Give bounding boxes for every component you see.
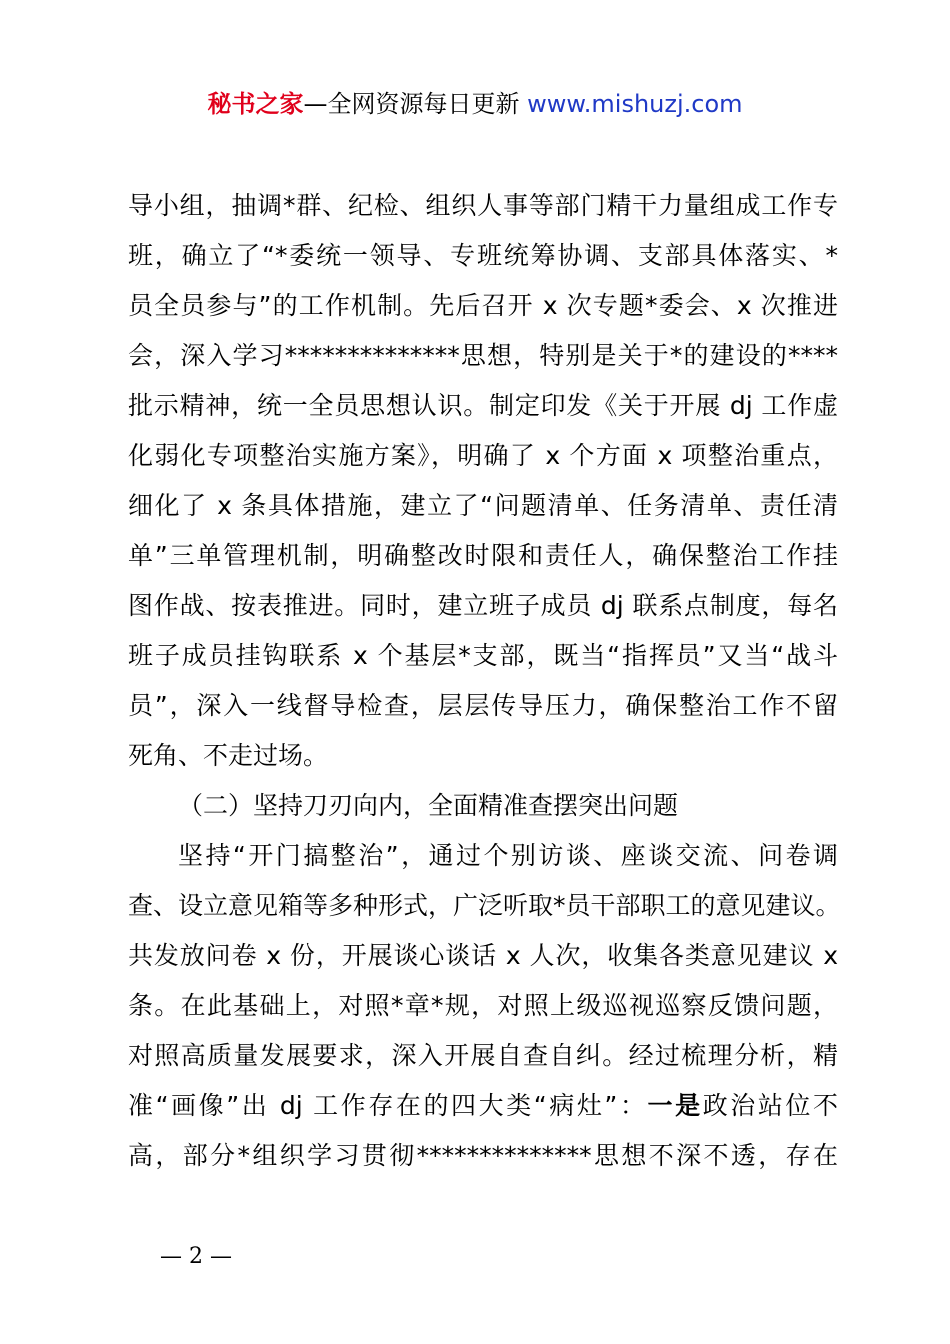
body-line: 对照高质量发展要求，深入开展自查自纠。经过梳理分析，精 xyxy=(128,1041,838,1070)
body-line: 共发放问卷 x 份，开展谈心谈话 x 人次，收集各类意见建议 x xyxy=(128,941,838,970)
section-heading: （二）坚持刀刃向内，全面精准查摆突出问题 xyxy=(178,791,679,820)
body-text-segment: 政治站位不 xyxy=(702,1091,838,1120)
header-url-link[interactable]: www.mishuzj.com xyxy=(527,90,743,118)
body-line: 细化了 x 条具体措施，建立了“问题清单、任务清单、责任清 xyxy=(128,491,838,520)
body-line: 班，确立了“*委统一领导、专班统筹协调、支部具体落实、* xyxy=(128,241,838,270)
body-line: 查、设立意见箱等多种形式，广泛听取*员干部职工的意见建议。 xyxy=(128,891,841,920)
body-line: 员全员参与”的工作机制。先后召开 x 次专题*委会、x 次推进 xyxy=(128,291,838,320)
body-line: 死角、不走过场。 xyxy=(128,741,329,770)
body-line: 导小组，抽调*群、纪检、组织人事等部门精干力量组成工作专 xyxy=(128,191,838,220)
body-line: 班子成员挂钩联系 x 个基层*支部，既当“指挥员”又当“战斗 xyxy=(128,641,838,670)
page-number: — 2 — xyxy=(160,1244,232,1269)
body-line: 批示精神，统一全员思想认识。制定印发《关于开展 dj 工作虚 xyxy=(128,391,838,420)
body-line xyxy=(128,1081,838,1131)
page-header xyxy=(0,88,950,120)
bold-marker: 一是 xyxy=(647,1091,703,1120)
body-line: 条。在此基础上，对照*章*规，对照上级巡视巡察反馈问题， xyxy=(128,991,838,1020)
body-line: 会，深入学习**************思想，特别是关于*的建设的**** xyxy=(128,341,838,370)
document-body xyxy=(128,181,841,1181)
body-line: 单”三单管理机制，明确整改时限和责任人，确保整治工作挂 xyxy=(128,541,838,570)
body-text-segment: 准“画像”出 dj 工作存在的四大类“病灶”： xyxy=(128,1091,648,1120)
body-line: 化弱化专项整治实施方案》，明确了 x 个方面 x 项整治重点， xyxy=(128,441,838,470)
body-line: 员”，深入一线督导检查，层层传导压力，确保整治工作不留 xyxy=(128,691,838,720)
body-line: 图作战、按表推进。同时，建立班子成员 dj 联系点制度，每名 xyxy=(128,591,838,620)
header-tagline: —全网资源每日更新 xyxy=(303,90,528,118)
brand-name: 秘书之家 xyxy=(207,90,304,118)
body-line: 坚持“开门搞整治”，通过个别访谈、座谈交流、问卷调 xyxy=(178,841,838,870)
body-line: 高，部分*组织学习贯彻**************思想不深不透，存在 xyxy=(128,1141,838,1170)
